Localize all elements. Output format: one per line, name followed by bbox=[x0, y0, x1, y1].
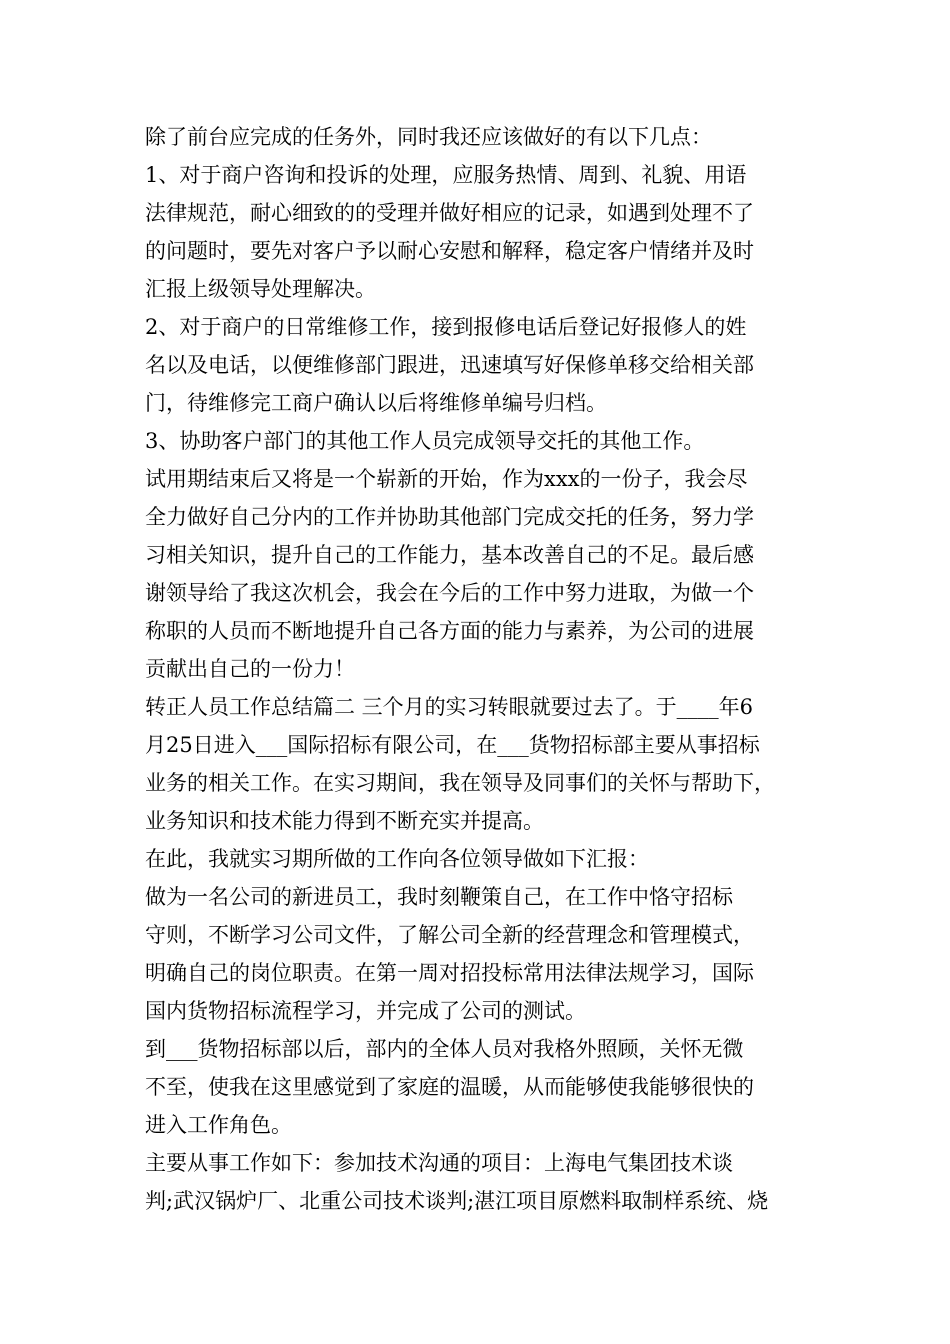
text-line: 不至，使我在这里感觉到了家庭的温暖，从而能够使我能够很快的 bbox=[145, 1075, 754, 1099]
text-line: 汇报上级领导处理解决。 bbox=[145, 277, 376, 301]
text-line: 业务的相关工作。在实习期间，我在领导及同事们的关怀与帮助下， bbox=[145, 771, 775, 795]
text-line: 贡献出自己的一份力！ bbox=[145, 657, 355, 681]
text-line: 称职的人员而不断地提升自己各方面的能力与素养，为公司的进展 bbox=[145, 619, 754, 643]
text-line: 主要从事工作如下：参加技术沟通的项目：上海电气集团技术谈 bbox=[145, 1151, 733, 1175]
text-line: 的问题时，要先对客户予以耐心安慰和解释，稳定客户情绪并及时 bbox=[145, 239, 754, 263]
text-line: 门，待维修完工商户确认以后将维修单编号归档。 bbox=[145, 391, 607, 415]
text-line: 习相关知识，提升自己的工作能力，基本改善自己的不足。最后感 bbox=[145, 543, 754, 567]
text-line: 进入工作角色。 bbox=[145, 1113, 292, 1137]
text-line: 判;武汉锅炉厂、北重公司技术谈判;湛江项目原燃料取制样系统、烧 bbox=[145, 1189, 769, 1213]
text-line: 月25日进入___国际招标有限公司，在___货物招标部主要从事招标 bbox=[145, 733, 760, 757]
text-line: 1、对于商户咨询和投诉的处理，应服务热情、周到、礼貌、用语 bbox=[145, 163, 747, 187]
text-line: 试用期结束后又将是一个崭新的开始，作为xxx的一份子，我会尽 bbox=[145, 467, 748, 491]
text-line: 谢领导给了我这次机会，我会在今后的工作中努力进取，为做一个 bbox=[145, 581, 754, 605]
text-line: 业务知识和技术能力得到不断充实并提高。 bbox=[145, 809, 544, 833]
text-line: 国内货物招标流程学习，并完成了公司的测试。 bbox=[145, 999, 586, 1023]
text-line: 名以及电话，以便维修部门跟进，迅速填写好保修单移交给相关部 bbox=[145, 353, 754, 377]
text-line: 2、对于商户的日常维修工作，接到报修电话后登记好报修人的姓 bbox=[145, 315, 747, 339]
text-line: 到___货物招标部以后，部内的全体人员对我格外照顾，关怀无微 bbox=[145, 1037, 744, 1061]
text-line: 做为一名公司的新进员工，我时刻鞭策自己，在工作中恪守招标 bbox=[145, 885, 733, 909]
text-line: 守则，不断学习公司文件，了解公司全新的经营理念和管理模式， bbox=[145, 923, 754, 947]
section-heading-line: 转正人员工作总结篇二 三个月的实习转眼就要过去了。于____年6 bbox=[145, 695, 754, 719]
text-line: 除了前台应完成的任务外，同时我还应该做好的有以下几点： bbox=[145, 125, 712, 149]
text-line: 全力做好自己分内的工作并协助其他部门完成交托的任务，努力学 bbox=[145, 505, 754, 529]
text-line: 在此，我就实习期所做的工作向各位领导做如下汇报： bbox=[145, 847, 649, 871]
text-line: 3、协助客户部门的其他工作人员完成领导交托的其他工作。 bbox=[145, 429, 705, 453]
text-line: 明确自己的岗位职责。在第一周对招投标常用法律法规学习，国际 bbox=[145, 961, 754, 985]
text-line: 法律规范，耐心细致的的受理并做好相应的记录，如遇到处理不了 bbox=[145, 201, 754, 225]
document-body bbox=[145, 118, 810, 1220]
